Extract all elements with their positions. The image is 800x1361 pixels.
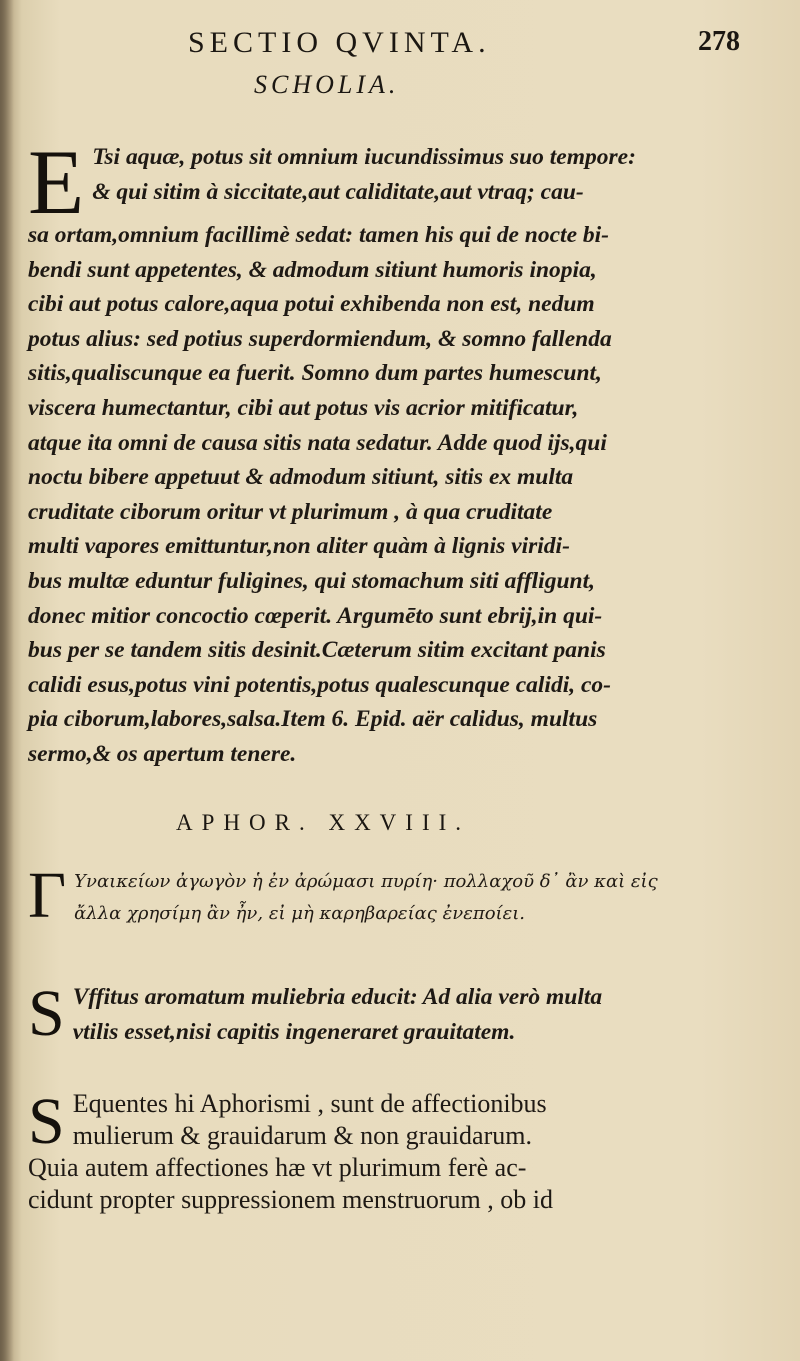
text-line: cidunt propter suppressionem menstruorum , ob id xyxy=(28,1185,553,1214)
text-line: vtilis esset,nisi capitis ingeneraret grauitatem. xyxy=(72,1018,516,1045)
text-line: multi vapores emittuntur,non aliter quàm à lignis viridi- xyxy=(28,533,570,560)
text-line: cruditate ciborum oritur vt plurimum , à qua cruditate xyxy=(28,498,553,525)
scholia-paragraph xyxy=(28,131,718,772)
page-number: 278 xyxy=(698,26,740,57)
latin-aphorism xyxy=(28,977,718,1050)
text-line: potus alius: sed potius superdormiendum, & somno fallenda xyxy=(28,325,612,352)
text-line: & qui sitim à siccitate,aut caliditate,aut vtraq; cau- xyxy=(92,178,584,205)
commentary-paragraph xyxy=(28,1085,718,1216)
text-line: viscera humectantur, cibi aut potus vis acrior mitificatur, xyxy=(28,394,579,421)
aphorism-heading: APHOR. XXVIII. xyxy=(176,810,471,835)
text-line: sermo,& os apertum tenere. xyxy=(28,740,297,767)
greek-dropcap: Γ xyxy=(28,859,67,932)
text-line: Quia autem affectiones hæ vt plurimum ferè ac- xyxy=(28,1153,527,1182)
greek-aphorism xyxy=(28,859,718,932)
text-line: mulierum & grauidarum & non grauidarum. xyxy=(72,1121,532,1150)
text-line: noctu bibere appetuut & admodum sitiunt, sitis ex multa xyxy=(28,464,574,491)
text-line: atque ita omni de causa sitis nata sedatur. Adde quod ijs,qui xyxy=(28,429,607,456)
scholia-dropcap: E xyxy=(28,131,85,233)
text-line: pia ciborum,labores,salsa.Item 6. Epid. aër calidus, multus xyxy=(28,706,598,733)
text-line: ἄλλα χρησίμη ἂν ἦν, εἰ μὴ καρηβαρείας ἐνεποίει. xyxy=(74,903,526,924)
latin-dropcap: S xyxy=(28,977,65,1050)
text-line: Υναικείων ἀγωγὸν ἡ ἐν ἀρώμασι πυρίη· πολλαχοῦ δ᾽ ἂν καὶ εἰς xyxy=(74,871,658,892)
text-line: cibi aut potus calore,aqua potui exhibenda non est, nedum xyxy=(28,291,595,318)
section-label: SCHOLIA. xyxy=(254,70,400,99)
page-header xyxy=(180,26,740,62)
text-line: bus multæ eduntur fuligines, qui stomachum siti affligunt, xyxy=(28,567,595,594)
text-line: Vffitus aromatum muliebria educit: Ad alia verò multa xyxy=(72,984,603,1010)
text-line: bus per se tandem sitis desinit.Cæterum sitim excitant panis xyxy=(28,637,606,664)
text-line: Equentes hi Aphorismi , sunt de affectionibus xyxy=(72,1089,547,1118)
text-line: calidi esus,potus vini potentis,potus qualescunque calidi, co- xyxy=(28,671,611,698)
running-head: SECTIO QVINTA. xyxy=(188,26,491,59)
text-line: bendi sunt appetentes, & admodum sitiunt humoris inopia, xyxy=(28,256,597,283)
text-line: sa ortam,omnium facillimè sedat: tamen his qui de nocte bi- xyxy=(28,222,609,248)
text-line: donec mitior concoctio cœperit. Argumēto sunt ebrij,in qui- xyxy=(28,602,603,629)
binding-shadow xyxy=(0,0,14,1361)
text-line: Tsi aquæ, potus sit omnium iucundissimus suo tempore: xyxy=(92,144,636,170)
commentary-dropcap: S xyxy=(28,1085,65,1158)
text-line: sitis,qualiscunque ea fuerit. Somno dum partes humescunt, xyxy=(28,360,602,387)
